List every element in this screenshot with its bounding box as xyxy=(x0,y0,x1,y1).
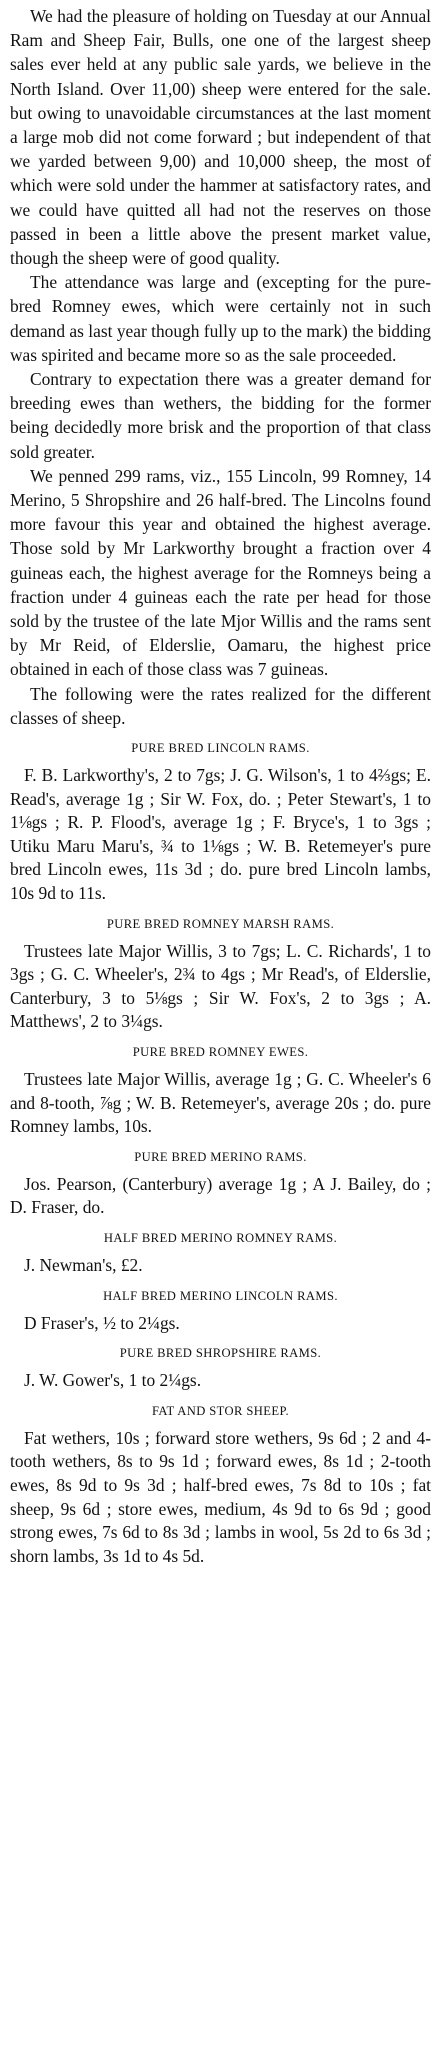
section-romney-ewes xyxy=(10,1044,431,1139)
section-heading: FAT AND STOR SHEEP. xyxy=(151,1403,290,1418)
section-shropshire-rams xyxy=(10,1345,431,1393)
section-heading: HALF BRED MERINO LINCOLN RAMS. xyxy=(103,1288,338,1303)
section-text: F. B. Larkworthy's, 2 to 7gs; J. G. Wilson's, 1 to 4⅔gs; E. Read's, average 1g ; Sir W. Fox, do. ; Peter Stewart's, 1 to 1⅛gs ; R. P. Flood's, average 1g ; F. Bryce's, 1 to 3gs ; Utiku Maru Maru's, ¾ to 1⅛gs ; W. B. Retemeyer's pure bred Lincoln ewes, 11s 3d ; do. pure bred Lincoln lambs, 10s 9d to 11s. xyxy=(10,765,431,904)
attendance-paragraph: The attendance was large and (excepting for the pure-bred Romney ewes, which were certainly not in such demand as last year though fully up to the mark) the bidding was spirited and became more so as the sale proceeded. xyxy=(10,272,431,365)
section-half-bred-merino-romney-rams xyxy=(10,1230,431,1278)
section-heading: HALF BRED MERINO ROMNEY RAMS. xyxy=(103,1231,338,1245)
section-merino-rams xyxy=(10,1149,431,1220)
demand-paragraph: Contrary to expectation there was a greater demand for breeding ewes than wethers, the bidding for the former being decidedly more brisk and the proportion of that class sold greater. xyxy=(10,369,431,462)
section-lincoln-rams xyxy=(10,740,431,906)
section-text: Trustees late Major Willis, 3 to 7gs; L. C. Richards', 1 to 3gs ; G. C. Wheeler's, 2¾ to 4gs ; Mr Read's, of Elderslie, Canterbury, 3 to 5⅛gs ; Sir W. Fox's, 2 to 3gs ; A. Matthews', 2 to 3¼gs. xyxy=(10,940,431,1032)
rams-penned-paragraph: We penned 299 rams, viz., 155 Lincoln, 99 Romney, 14 Merino, 5 Shropshire and 26 half-bred. The Lincolns found more favour this year and obtained the highest average. Those sold by Mr Larkworthy brought a fraction over 4 guineas each, the highest average for the Romneys being a fraction under 4 guineas each the rate per head for those sold by the trustee of the late Mjor Willis and the rams sent by Mr Reid, of Elderslie, Oamaru, the highest price obtained in each of those class was 7 guineas. xyxy=(10,465,431,680)
intro-report xyxy=(10,4,431,730)
section-romney-marsh-rams xyxy=(10,916,431,1034)
intro-paragraph: We had the pleasure of holding on Tuesday at our Annual Ram and Sheep Fair, Bulls, one one of the largest sheep sales ever held at any public sale yards, we believe in the North Island. Over 11,00) sheep were entered for the sale. but owing to unavoidable circumstances at the last moment a large mob did not come forward ; but independent of that we yarded between 9,00) and 10,000 sheep, the most of which were sold under the hammer at satisfactory rates, and we could have quitted all had not the reserves on those passed in been a little above the present market value, though the sheep were of good quality. xyxy=(10,6,431,269)
section-heading: PURE BRED LINCOLN RAMS. xyxy=(131,741,310,756)
section-fat-and-store-sheep xyxy=(10,1403,431,1569)
section-heading: PURE BRED SHROPSHIRE RAMS. xyxy=(119,1346,322,1361)
section-text: J. W. Gower's, 1 to 2¼gs. xyxy=(24,1370,202,1391)
section-heading: PURE BRED MERINO RAMS. xyxy=(134,1149,307,1164)
section-text: Fat wethers, 10s ; forward store wethers, 9s 6d ; 2 and 4-tooth wethers, 8s to 9s 1d ; forward ewes, 8s 1d ; 2-tooth ewes, 8s 9d to 9s 3d ; half-bred ewes, 7s 8d to 10s ; fat sheep, 9s 6d ; store ewes, medium, 4s 9d to 6s 9d ; good strong ewes, 7s 6d to 8s 3d ; lambs in wool, 5s 2d to 6s 3d ; shorn lambs, 3s 1d to 4s 5d. xyxy=(10,1427,431,1566)
section-text: D Fraser's, ½ to 2¼gs. xyxy=(24,1312,180,1333)
section-text: J. Newman's, £2. xyxy=(24,1255,143,1275)
section-text: Jos. Pearson, (Canterbury) average 1g ; A J. Bailey, do ; D. Fraser, do. xyxy=(10,1173,431,1218)
section-text: Trustees late Major Willis, average 1g ; G. C. Wheeler's 6 and 8-tooth, ⅞g ; W. B. Retemeyer's, average 20s ; do. pure Romney lambs, 10s. xyxy=(10,1069,431,1137)
section-half-bred-merino-lincoln-rams xyxy=(10,1288,431,1336)
rates-intro-paragraph: The following were the rates realized for the different classes of sheep. xyxy=(10,683,431,728)
section-heading: PURE BRED ROMNEY MARSH RAMS. xyxy=(106,916,335,931)
section-heading: PURE BRED ROMNEY EWES. xyxy=(132,1045,309,1060)
